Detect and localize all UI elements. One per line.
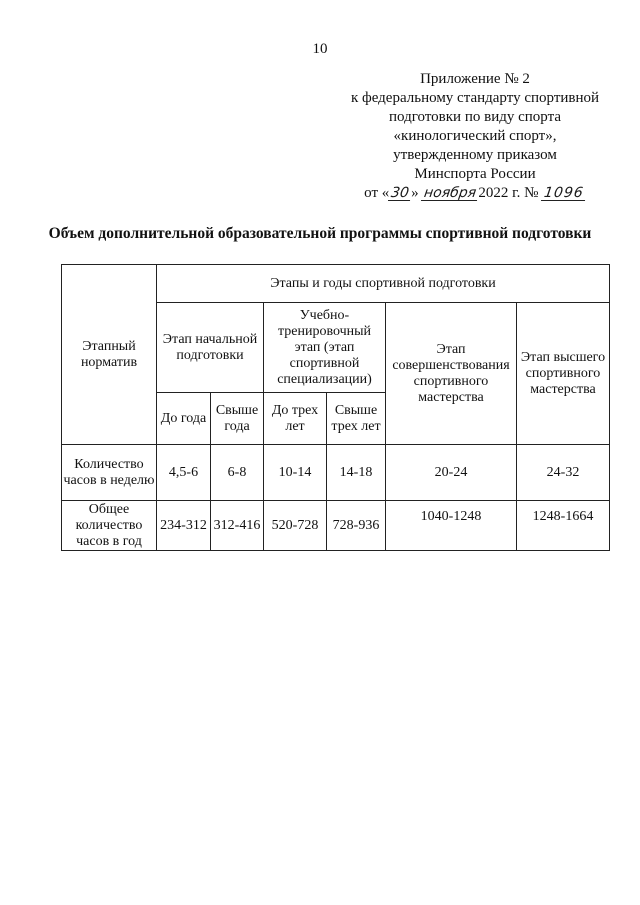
appendix-line: Минспорта России xyxy=(414,166,536,182)
row-header-cell: Этапный норматив xyxy=(62,265,157,445)
table-header-row xyxy=(62,265,610,303)
order-line xyxy=(330,184,620,203)
subheader-cell: Свыше трех лет xyxy=(327,393,386,445)
appendix-line: утвержденному приказом xyxy=(393,147,557,163)
value-cell: 312-416 xyxy=(211,501,264,551)
row-label-cell: Общее количество часов в год xyxy=(62,501,157,551)
value-cell: 1040-1248 xyxy=(386,501,517,551)
table-row xyxy=(62,501,610,551)
value-cell: 4,5-6 xyxy=(157,445,211,501)
value-cell: 14-18 xyxy=(327,445,386,501)
order-year: 2022 г. № xyxy=(478,185,539,201)
order-prefix: от « xyxy=(364,185,390,201)
value-cell: 520-728 xyxy=(264,501,327,551)
row-label-cell: Количество часов в неделю xyxy=(62,445,157,501)
table-row xyxy=(62,445,610,501)
appendix-line: подготовки по виду спорта xyxy=(389,109,561,125)
value-cell: 728-936 xyxy=(327,501,386,551)
value-cell: 10-14 xyxy=(264,445,327,501)
stage-higher-cell: Этап высшего спортивного мастерства xyxy=(517,303,610,445)
stage-training-cell: Учебно-тренировочный этап (этап спортивной специализации) xyxy=(264,303,386,393)
order-mid: » xyxy=(411,185,419,201)
order-day-handwritten: 30 xyxy=(390,185,411,201)
value-cell: 6-8 xyxy=(211,445,264,501)
appendix-header xyxy=(330,70,620,203)
value-cell: 234-312 xyxy=(157,501,211,551)
appendix-line: Приложение № 2 xyxy=(420,71,530,87)
order-month-handwritten: ноября xyxy=(423,185,478,201)
value-cell: 1248-1664 xyxy=(517,501,610,551)
stage-initial-cell: Этап начальной подготовки xyxy=(157,303,264,393)
value-cell: 20-24 xyxy=(386,445,517,501)
subheader-cell: Свыше года xyxy=(211,393,264,445)
subheader-cell: До года xyxy=(157,393,211,445)
subheader-cell: До трех лет xyxy=(264,393,327,445)
page-number: 10 xyxy=(312,41,328,57)
value-cell: 24-32 xyxy=(517,445,610,501)
stage-perfection-cell: Этап совершенствования спортивного мастерства xyxy=(386,303,517,445)
order-number-handwritten: 1096 xyxy=(543,185,586,201)
appendix-line: к федеральному стандарту спортивной xyxy=(350,90,600,106)
group-header-cell: Этапы и годы спортивной подготовки xyxy=(157,265,610,303)
hours-table xyxy=(61,264,610,551)
document-title: Объем дополнительной образовательной программы спортивной подготовки xyxy=(48,225,592,242)
appendix-line: «кинологический спорт», xyxy=(393,128,557,144)
